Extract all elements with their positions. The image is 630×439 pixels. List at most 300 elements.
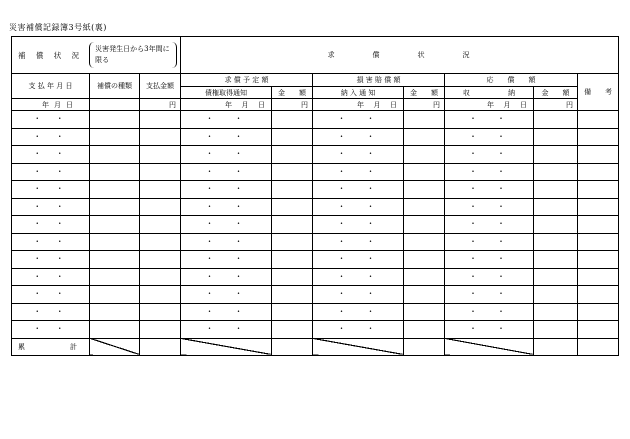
entry-cell[interactable] [272,286,313,304]
date-entry-cell[interactable] [181,233,272,251]
date-separator-dot: ・ [33,131,42,141]
date-entry-cell[interactable] [181,216,272,234]
date-separator-dot: ・ [497,289,506,299]
entry-cell[interactable] [578,146,619,164]
entry-cell[interactable] [140,111,181,129]
entry-cell[interactable] [90,216,140,234]
entry-cell[interactable] [534,286,578,304]
date-separator-dot: ・ [469,254,478,264]
entry-cell[interactable] [578,128,619,146]
entry-cell[interactable] [578,163,619,181]
entry-cell[interactable] [140,233,181,251]
month-unit: 月 [373,100,381,109]
date-separator-dot: ・ [366,289,375,299]
entry-cell[interactable] [272,268,313,286]
table-row [12,268,619,286]
date-separator-dot: ・ [366,219,375,229]
entry-cell[interactable] [140,251,181,269]
date-separator-dot: ・ [366,166,375,176]
date-entry-cell[interactable] [12,216,90,234]
entry-cell[interactable] [272,146,313,164]
entry-cell[interactable] [534,233,578,251]
table-row [12,303,619,321]
entry-cell[interactable] [578,233,619,251]
table-row [12,111,619,129]
date-separator-dot: ・ [366,236,375,246]
date-entry-cell[interactable] [12,181,90,199]
date-separator-dot: ・ [55,306,64,316]
entry-cell[interactable] [140,268,181,286]
date-entry-cell[interactable] [12,268,90,286]
entry-cell[interactable] [578,268,619,286]
day-unit: 日 [390,100,398,109]
total-type-cell [90,338,140,355]
remarks-header: 備 考 [578,74,619,111]
entry-cell[interactable] [90,268,140,286]
entry-cell[interactable] [272,321,313,339]
date-separator-dot: ・ [205,324,214,334]
date-separator-dot: ・ [55,201,64,211]
table-row [12,128,619,146]
date-entry-cell[interactable] [445,163,534,181]
date-separator-dot: ・ [497,219,506,229]
date-separator-dot: ・ [33,324,42,334]
date-entry-cell[interactable] [445,111,534,129]
date-separator-dot: ・ [497,184,506,194]
entry-cell[interactable] [404,303,445,321]
date-entry-cell[interactable] [313,233,404,251]
date-separator-dot: ・ [205,184,214,194]
date-separator-dot: ・ [33,114,42,124]
total-remarks-cell[interactable] [578,338,619,355]
date-separator-dot: ・ [469,219,478,229]
date-entry-cell[interactable] [12,286,90,304]
date-separator-dot: ・ [497,254,506,264]
total-damage-amount-cell[interactable] [404,338,445,355]
compensation-status-label: 補 償 状 況 [18,50,84,60]
date-entry-cell[interactable] [313,111,404,129]
date-entry-cell[interactable] [12,303,90,321]
date-separator-dot: ・ [337,166,346,176]
date-separator-dot: ・ [234,131,243,141]
entry-cell[interactable] [578,198,619,216]
date-separator-dot: ・ [234,219,243,229]
date-separator-dot: ・ [469,201,478,211]
entry-cell[interactable] [404,321,445,339]
date-entry-cell[interactable] [181,251,272,269]
date-separator-dot: ・ [33,201,42,211]
date-separator-dot: ・ [33,219,42,229]
entry-cell[interactable] [140,321,181,339]
date-separator-dot: ・ [205,236,214,246]
entry-cell[interactable] [90,146,140,164]
entry-cell[interactable] [140,163,181,181]
date-entry-cell[interactable] [181,181,272,199]
date-separator-dot: ・ [366,271,375,281]
date-separator-dot: ・ [205,166,214,176]
total-response-amount-cell[interactable] [534,338,578,355]
date-unit-cell [12,99,90,111]
damage-compensation-header: 損 害 賠 償 額 [313,74,445,87]
date-separator-dot: ・ [337,149,346,159]
date-entry-cell[interactable] [313,163,404,181]
entry-cell[interactable] [404,181,445,199]
date-entry-cell[interactable] [12,111,90,129]
date-separator-dot: ・ [337,236,346,246]
date-entry-cell[interactable] [12,128,90,146]
date-entry-cell[interactable] [445,321,534,339]
entry-cell[interactable] [578,321,619,339]
date-entry-cell[interactable] [181,111,272,129]
date-separator-dot: ・ [234,184,243,194]
year-unit: 年 [42,100,49,109]
damage-yen-unit: 円 [404,99,445,111]
date-separator-dot: ・ [497,271,506,281]
table-row [12,216,619,234]
date-separator-dot: ・ [55,184,64,194]
entry-cell[interactable] [404,268,445,286]
type-unit-cell [90,99,140,111]
date-separator-dot: ・ [33,254,42,264]
date-separator-dot: ・ [469,149,478,159]
entry-cell[interactable] [534,216,578,234]
date-separator-dot: ・ [497,201,506,211]
entry-cell[interactable] [140,286,181,304]
entry-cell[interactable] [140,303,181,321]
entry-cell[interactable] [578,181,619,199]
date-separator-dot: ・ [469,166,478,176]
receipt-label: 収 [463,88,471,97]
date-entry-cell[interactable] [445,181,534,199]
date-entry-cell[interactable] [313,181,404,199]
entry-cell[interactable] [534,303,578,321]
entry-cell[interactable] [404,286,445,304]
date-separator-dot: ・ [469,131,478,141]
month-unit: 月 [503,100,511,109]
date-separator-dot: ・ [55,324,64,334]
date-entry-cell[interactable] [313,198,404,216]
date-separator-dot: ・ [366,131,375,141]
date-entry-cell[interactable] [445,303,534,321]
date-separator-dot: ・ [33,184,42,194]
payment-yen-unit: 円 [140,99,181,111]
total-receipt-cell [445,338,534,355]
date-separator-dot: ・ [469,114,478,124]
date-separator-dot: ・ [55,166,64,176]
date-separator-dot: ・ [55,219,64,229]
table-row [12,181,619,199]
entry-cell[interactable] [272,163,313,181]
period-condition-note: 災害発生日から3年間に限る [89,42,177,68]
entry-cell[interactable] [90,286,140,304]
entry-cell[interactable] [404,163,445,181]
date-separator-dot: ・ [205,149,214,159]
date-separator-dot: ・ [366,114,375,124]
total-label: 累 計 [12,338,90,355]
response-yen-unit: 円 [534,99,578,111]
date-separator-dot: ・ [205,219,214,229]
receipt-payment-header [445,87,534,99]
entry-cell[interactable] [90,233,140,251]
year-unit: 年 [357,100,365,109]
date-separator-dot: ・ [55,131,64,141]
date-separator-dot: ・ [234,236,243,246]
date-separator-dot: ・ [469,184,478,194]
date-entry-cell[interactable] [313,216,404,234]
entry-cell[interactable] [140,181,181,199]
month-unit: 月 [54,100,61,109]
date-entry-cell[interactable] [181,146,272,164]
date-separator-dot: ・ [33,149,42,159]
date-separator-dot: ・ [337,254,346,264]
year-unit: 年 [225,100,233,109]
table-row [12,163,619,181]
date-entry-cell[interactable] [445,286,534,304]
date-entry-cell[interactable] [12,146,90,164]
date-separator-dot: ・ [337,324,346,334]
date-separator-dot: ・ [234,306,243,316]
date-entry-cell[interactable] [181,303,272,321]
date-entry-cell[interactable] [445,233,534,251]
date-separator-dot: ・ [33,306,42,316]
date-separator-dot: ・ [337,114,346,124]
date-separator-dot: ・ [33,166,42,176]
date-entry-cell[interactable] [181,128,272,146]
payment-notice-date-unit-cell [313,99,404,111]
entry-cell[interactable] [534,198,578,216]
entry-cell[interactable] [272,181,313,199]
date-separator-dot: ・ [205,271,214,281]
entry-cell[interactable] [578,216,619,234]
entry-cell[interactable] [90,198,140,216]
date-entry-cell[interactable] [181,163,272,181]
date-entry-cell[interactable] [313,128,404,146]
table-row [12,251,619,269]
date-separator-dot: ・ [33,289,42,299]
date-separator-dot: ・ [366,254,375,264]
date-entry-cell[interactable] [445,146,534,164]
date-separator-dot: ・ [497,236,506,246]
date-separator-dot: ・ [33,271,42,281]
total-payment-cell[interactable] [140,338,181,355]
table-row [12,286,619,304]
date-separator-dot: ・ [55,114,64,124]
date-entry-cell[interactable] [445,251,534,269]
date-separator-dot: ・ [337,306,346,316]
date-separator-dot: ・ [497,114,506,124]
date-entry-cell[interactable] [12,163,90,181]
entry-cell[interactable] [534,146,578,164]
entry-cell[interactable] [90,303,140,321]
entry-cell[interactable] [534,111,578,129]
entry-cell[interactable] [534,251,578,269]
date-separator-dot: ・ [366,149,375,159]
date-entry-cell[interactable] [181,321,272,339]
entry-cell[interactable] [404,233,445,251]
day-unit: 日 [258,100,266,109]
date-separator-dot: ・ [337,201,346,211]
document-title: 災害補償記録簿3号紙(裏) [9,23,107,32]
damage-amount-header: 金 額 [404,87,445,99]
date-separator-dot: ・ [205,131,214,141]
month-unit: 月 [241,100,249,109]
payment-date-header: 支 払 年 月 日 [12,74,90,99]
entry-cell[interactable] [140,198,181,216]
entry-cell[interactable] [90,321,140,339]
entry-cell[interactable] [404,251,445,269]
table-row [12,198,619,216]
date-separator-dot: ・ [234,324,243,334]
date-entry-cell[interactable] [445,268,534,286]
table-row [12,146,619,164]
entry-cell[interactable] [140,128,181,146]
date-entry-cell[interactable] [181,286,272,304]
entry-cell[interactable] [404,146,445,164]
date-separator-dot: ・ [366,324,375,334]
date-separator-dot: ・ [469,236,478,246]
date-separator-dot: ・ [234,201,243,211]
date-separator-dot: ・ [55,236,64,246]
date-entry-cell[interactable] [445,128,534,146]
entry-cell[interactable] [272,111,313,129]
date-entry-cell[interactable] [12,251,90,269]
date-separator-dot: ・ [234,166,243,176]
date-entry-cell[interactable] [12,321,90,339]
entry-cell[interactable] [404,198,445,216]
entry-cell[interactable] [534,163,578,181]
entry-cell[interactable] [272,233,313,251]
date-separator-dot: ・ [234,289,243,299]
date-separator-dot: ・ [205,289,214,299]
claim-status-header [181,37,619,74]
entry-cell[interactable] [140,216,181,234]
date-separator-dot: ・ [497,166,506,176]
planned-claim-header: 求 償 予 定 額 [181,74,313,87]
year-unit: 年 [487,100,495,109]
date-separator-dot: ・ [234,149,243,159]
date-entry-cell[interactable] [445,198,534,216]
date-separator-dot: ・ [469,306,478,316]
total-planned-amount-cell[interactable] [272,338,313,355]
planned-amount-header: 金 額 [272,87,313,99]
notice-date-unit-cell [181,99,272,111]
date-separator-dot: ・ [337,131,346,141]
entry-cell[interactable] [272,303,313,321]
date-entry-cell[interactable] [181,198,272,216]
date-separator-dot: ・ [337,271,346,281]
date-separator-dot: ・ [337,289,346,299]
date-separator-dot: ・ [234,254,243,264]
date-entry-cell[interactable] [445,216,534,234]
date-separator-dot: ・ [205,201,214,211]
date-entry-cell[interactable] [313,303,404,321]
date-separator-dot: ・ [337,219,346,229]
date-separator-dot: ・ [469,324,478,334]
entry-cell[interactable] [140,146,181,164]
entry-cell[interactable] [90,163,140,181]
claim-rights-notice-header: 債権取得通知 [181,87,272,99]
entry-cell[interactable] [90,181,140,199]
compensation-ledger-table [11,36,619,356]
date-separator-dot: ・ [497,306,506,316]
date-separator-dot: ・ [366,184,375,194]
date-separator-dot: ・ [497,149,506,159]
entry-cell[interactable] [90,128,140,146]
compensation-type-header: 補償の種類 [90,74,140,99]
date-entry-cell[interactable] [181,268,272,286]
date-separator-dot: ・ [55,289,64,299]
date-entry-cell[interactable] [313,321,404,339]
date-entry-cell[interactable] [313,146,404,164]
entry-cell[interactable] [578,251,619,269]
date-separator-dot: ・ [55,271,64,281]
entry-cell[interactable] [272,128,313,146]
date-separator-dot: ・ [497,324,506,334]
date-separator-dot: ・ [366,201,375,211]
date-separator-dot: ・ [55,149,64,159]
date-separator-dot: ・ [55,254,64,264]
date-separator-dot: ・ [469,289,478,299]
entry-cell[interactable] [534,321,578,339]
payment-amount-header: 支払金額 [140,74,181,99]
date-entry-cell[interactable] [12,233,90,251]
date-separator-dot: ・ [366,306,375,316]
payment-notice-header: 納 入 通 知 [313,87,404,99]
entry-cell[interactable] [404,216,445,234]
day-unit: 日 [66,100,73,109]
entry-cell[interactable] [534,181,578,199]
date-separator-dot: ・ [497,131,506,141]
receipt-date-unit-cell [445,99,534,111]
claim-response-header: 応 償 額 [445,74,578,87]
date-entry-cell[interactable] [12,198,90,216]
date-entry-cell[interactable] [313,251,404,269]
entry-cell[interactable] [90,251,140,269]
entry-cell[interactable] [404,128,445,146]
table-row [12,233,619,251]
date-separator-dot: ・ [337,184,346,194]
entry-cell[interactable] [404,111,445,129]
date-entry-cell[interactable] [313,286,404,304]
day-unit: 日 [520,100,528,109]
date-separator-dot: ・ [205,114,214,124]
claim-status-label: 求 償 状 況 [327,51,472,59]
date-separator-dot: ・ [234,114,243,124]
total-notice-cell [181,338,272,355]
entry-cell[interactable] [272,198,313,216]
response-amount-header: 金 額 [534,87,578,99]
entry-cell[interactable] [578,303,619,321]
entry-cell[interactable] [272,251,313,269]
date-separator-dot: ・ [469,271,478,281]
date-separator-dot: ・ [205,306,214,316]
compensation-status-cell [12,37,181,74]
date-separator-dot: ・ [33,236,42,246]
entry-cell[interactable] [578,286,619,304]
table-row [12,321,619,339]
planned-yen-unit: 円 [272,99,313,111]
total-payment-notice-cell [313,338,404,355]
entry-cell[interactable] [534,128,578,146]
date-separator-dot: ・ [205,254,214,264]
date-separator-dot: ・ [234,271,243,281]
entry-cell[interactable] [534,268,578,286]
date-entry-cell[interactable] [313,268,404,286]
entry-cell[interactable] [90,111,140,129]
entry-cell[interactable] [272,216,313,234]
payment-label: 納 [508,88,516,97]
entry-cell[interactable] [578,111,619,129]
